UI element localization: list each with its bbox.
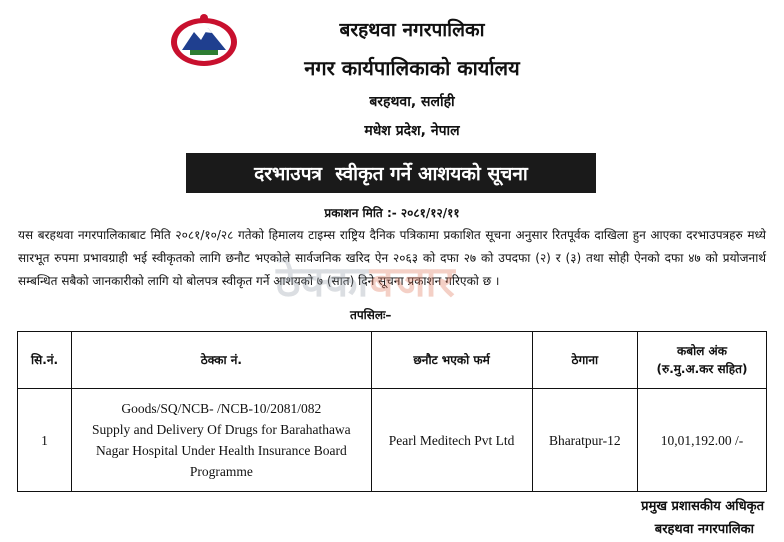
- publish-date: प्रकाशन मिति :- २०८१/१२/११: [324, 206, 460, 220]
- office-name: नगर कार्यपालिकाको कार्यालय: [304, 56, 520, 80]
- table-header-row: [18, 332, 767, 389]
- cell-amount: 10,01,192.00 /-: [637, 389, 766, 492]
- header-amount: [637, 332, 766, 389]
- cell-firm: Pearl Meditech Pvt Ltd: [371, 389, 532, 492]
- watermark-part-1: ठेक्का: [276, 257, 370, 306]
- cell-contract: [72, 389, 371, 492]
- header-address: ठेगाना: [532, 332, 637, 389]
- contract-line-2: Supply and Delivery Of Drugs for Barahathawa: [92, 422, 351, 437]
- province-address: मधेश प्रदेश, नेपाल: [364, 123, 460, 139]
- municipality-name: बरहथवा नगरपालिका: [339, 19, 485, 41]
- signature-title: प्रमुख प्रशासकीय अधिकृत: [641, 499, 764, 514]
- header-contract: ठेक्का नं.: [72, 332, 371, 389]
- cell-address: Bharatpur-12: [532, 389, 637, 492]
- cell-sn: 1: [18, 389, 72, 492]
- notice-body: यस बरहथवा नगरपालिकाबाट मिति २०८१/१०/२८ गतेको हिमालय टाइम्स राष्ट्रिय दैनिक पत्रिकामा प्रकाशित सूचना अनुसार रितपूर्वक दाखिला हुन आएका दरभाउपत्रहरु मध्ये सारभूत रुपमा प्रभावग्राही भई स्वीकृतको लागि छनौट भएकोले सार्वजनिक खरिद ऐन २०६३ को दफा २७ को उपदफा (२) र (३) तथा सोही ऐनको दफा ४७ को प्रयोजनार्थ सम्बन्धित सबैको जानकारीको लागि यो बोलपत्र स्वीकृत गर्ने आशयको ७ (सात) दिने सूचना प्रकाशन गरिएको छ ।: [18, 228, 766, 288]
- watermark-part-2: बजार: [369, 257, 456, 306]
- watermark: [276, 252, 456, 309]
- details-label: तपसिलः–: [350, 308, 392, 322]
- contract-line-4: Programme: [189, 464, 253, 479]
- header-sn: सि.नं.: [18, 332, 72, 389]
- header-amount-line1: कबोल अंक: [677, 344, 727, 358]
- signature-office: बरहथवा नगरपालिका: [654, 522, 754, 537]
- award-table: [17, 331, 767, 492]
- contract-line-3: Nagar Hospital Under Health Insurance Board: [95, 443, 347, 458]
- contract-line-1: Goods/SQ/NCB- /NCB-10/2081/082: [121, 401, 322, 416]
- table-row: [18, 389, 767, 492]
- notice-title: दरभाउपत्र स्वीकृत गर्ने आशयको सूचना: [254, 163, 528, 185]
- notice-title-banner: [186, 153, 596, 193]
- office-address: बरहथवा, सर्लाही: [369, 94, 455, 110]
- header-firm: छनौट भएको फर्म: [371, 332, 532, 389]
- header-amount-line2: (रु.मु.अ.कर सहित): [656, 362, 748, 376]
